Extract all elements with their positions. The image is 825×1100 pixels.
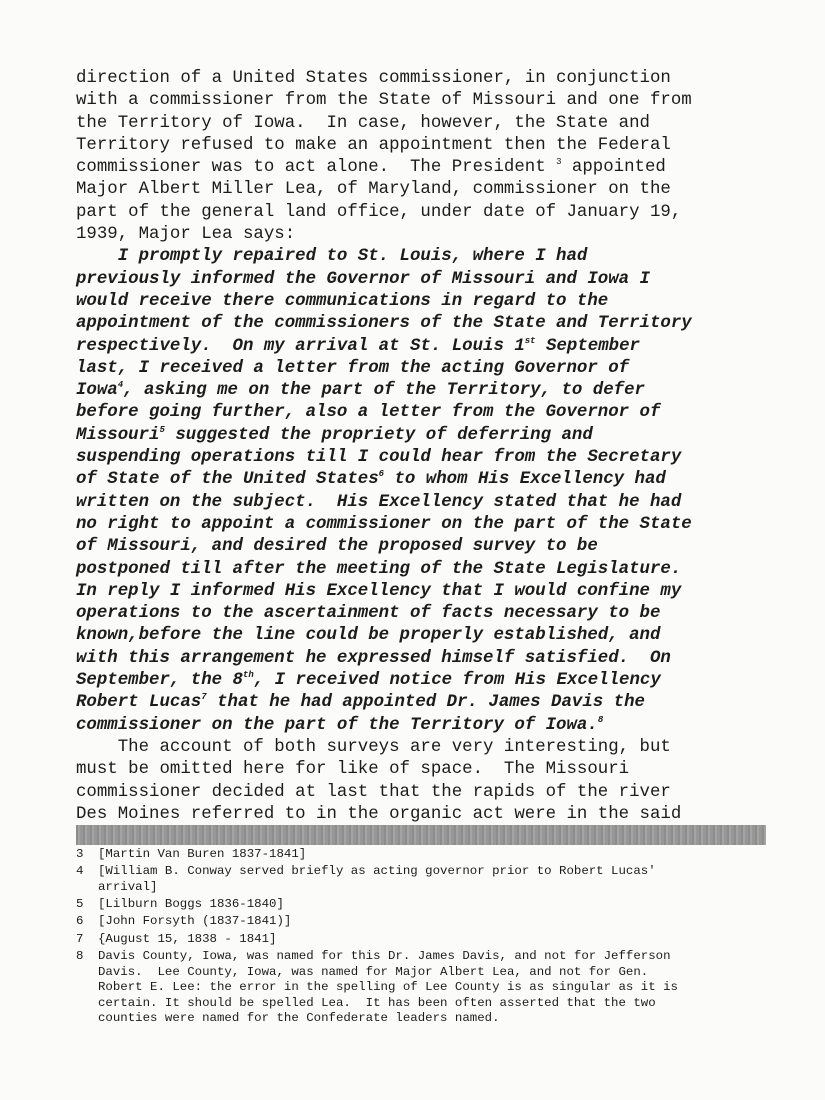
footnote-text: [Martin Van Buren 1837-1841] <box>98 847 307 861</box>
footnotes <box>76 847 766 1029</box>
text-line: with this arrangement he expressed himself satisfied. On <box>76 648 671 668</box>
text-line: I promptly repaired to St. Louis, where I had <box>76 247 588 267</box>
footnote-text: Robert E. Lee: the error in the spelling of Lee County is as singular as it is <box>98 980 678 995</box>
footnote-divider <box>76 825 766 845</box>
text-line: commissioner on the part of the Territory of Iowa.$^8$ <box>76 714 604 735</box>
footnote-item <box>76 864 766 895</box>
footnote-ref: 8 <box>597 714 604 725</box>
footnote-number: 6 <box>76 914 84 929</box>
footnote-text: arrival] <box>98 879 158 894</box>
text-line: the Territory of Iowa. In case, however, the State and <box>76 113 650 133</box>
text-line: September, the 8th, I received notice from His Excellency <box>76 670 661 691</box>
footnote-number: 4 <box>76 864 84 879</box>
footnote-text: [William B. Conway served briefly as acting governor prior to Robert Lucas' <box>98 864 656 879</box>
footnote-ref: 7 <box>201 692 207 703</box>
closing-paragraph <box>76 737 776 826</box>
text-line: The account of both surveys are very interesting, but <box>76 737 671 757</box>
footnote-number: 7 <box>76 931 84 946</box>
text-line: Iowa$^4$, asking me on the part of the Territory, to defer <box>76 380 645 401</box>
text-line: postponed till after the meeting of the State Legislature. <box>76 559 682 579</box>
text-line: Territory refused to make an appointment then the Federal <box>76 135 671 155</box>
text-line: 1939, Major Lea says: <box>76 225 296 245</box>
text-line: of Missouri, and desired the proposed survey to be <box>76 537 598 557</box>
text-line: no right to appoint a commissioner on the part of the State <box>76 514 692 534</box>
footnote-item <box>76 949 766 1027</box>
footnote-ref: 6 <box>378 469 385 480</box>
text-line: last, I received a letter from the acting Governor of <box>76 358 630 378</box>
footnote-number: 3 <box>76 847 84 861</box>
text-line: commissioner decided at last that the rapids of the river <box>76 782 671 802</box>
text-line: commissioner was to act alone. The President $^3$ appointed <box>76 157 666 178</box>
text-line: Des Moines referred to in the organic act were in the said <box>76 804 682 824</box>
footnote-number: 5 <box>76 897 84 912</box>
footnote-text: [John Forsyth (1837-1841)] <box>98 914 292 929</box>
text-line: of State of the United States$^6$ to whom His Excellency had <box>76 469 666 490</box>
text-line: Missouri$^5$ suggested the propriety of deferring and <box>76 424 593 445</box>
footnote-item <box>76 914 766 930</box>
text-line: previously informed the Governor of Missouri and Iowa I <box>76 269 650 289</box>
footnote-ref: 5 <box>159 424 165 435</box>
text-line: suspending operations till I could hear from the Secretary <box>76 448 682 468</box>
text-line: would receive there communications in regard to the <box>76 291 609 311</box>
text-line: known,before the line could be properly established, and <box>76 626 661 646</box>
intro-paragraph <box>76 68 776 246</box>
text-line: In reply I informed His Excellency that I would confine my <box>76 581 682 601</box>
footnote-text: [Lilburn Boggs 1836-1840] <box>98 897 284 912</box>
text-line: Major Albert Miller Lea, of Maryland, commissioner on the <box>76 180 671 200</box>
text-line: with a commissioner from the State of Missouri and one from <box>76 91 692 111</box>
footnote-ref: st <box>524 335 536 346</box>
footnote-text: Davis County, Iowa, was named for this Dr. James Davis, and not for Jefferson <box>98 949 671 963</box>
text-line: appointment of the commissioners of the State and Territory <box>76 314 692 334</box>
text-line: Robert Lucas$^7$ that he had appointed Dr. James Davis the <box>76 692 645 713</box>
footnote-item <box>76 897 766 913</box>
footnote-ref: 4 <box>117 380 124 391</box>
footnote-text: certain. It should be spelled Lea. It has been often asserted that the two <box>98 995 656 1010</box>
text-line: before going further, also a letter from the Governor of <box>76 403 661 423</box>
text-line: operations to the ascertainment of facts necessary to be <box>76 604 661 624</box>
text-line: respectively. On my arrival at St. Louis 1st September <box>76 335 640 356</box>
footnote-item <box>76 847 766 863</box>
footnote-item <box>76 932 766 948</box>
footnote-text: Davis. Lee County, Iowa, was named for Major Albert Lea, and not for Gen. <box>98 964 649 979</box>
footnote-text: {August 15, 1838 - 1841] <box>98 931 277 946</box>
footnote-text: counties were named for the Confederate leaders named. <box>98 1011 500 1026</box>
footnote-number: 8 <box>76 949 84 963</box>
text-line: direction of a United States commissioner, in conjunction <box>76 69 671 88</box>
footnote-ref: th <box>242 670 254 681</box>
footnote-ref: 3 <box>556 157 562 168</box>
text-line: written on the subject. His Excellency stated that he had <box>76 492 682 512</box>
body-text <box>76 68 776 826</box>
text-line: part of the general land office, under date of January 19, <box>76 202 682 222</box>
block-quote <box>76 246 776 737</box>
text-line: must be omitted here for like of space. The Missouri <box>76 760 630 780</box>
